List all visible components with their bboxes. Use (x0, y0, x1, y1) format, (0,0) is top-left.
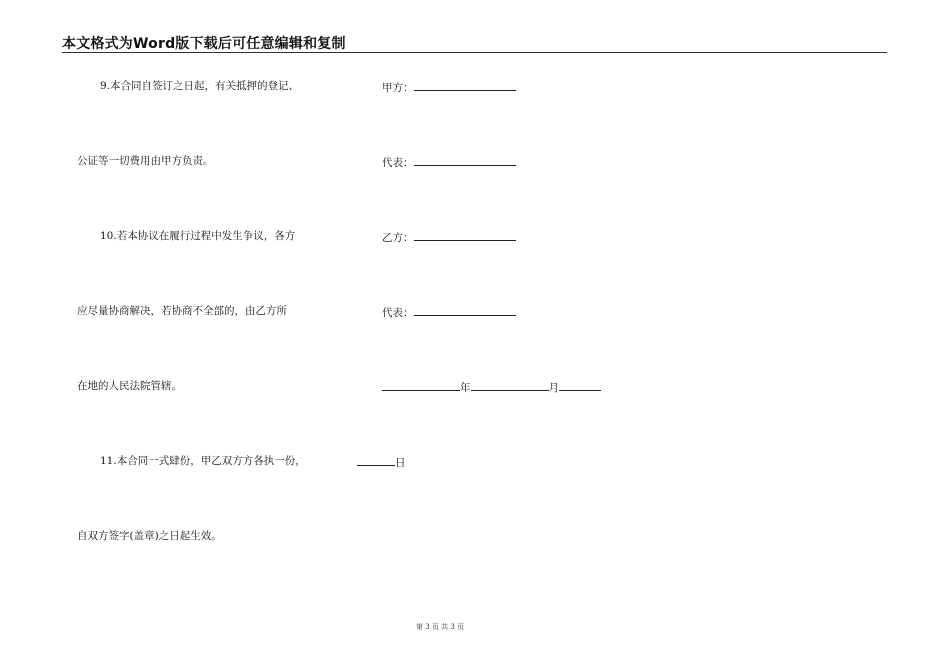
representative-field-2 (382, 304, 516, 320)
representative-blank-2 (414, 304, 516, 316)
document-header-title: 本文格式为Word版下载后可任意编辑和复制 (62, 36, 346, 52)
representative-label-2: 代表： (382, 307, 414, 319)
party-a-blank (414, 79, 516, 91)
clause-10-line-2: 应尽量协商解决，若协商不全部的，由乙方所 (77, 305, 287, 317)
header-divider (62, 52, 887, 53)
representative-blank-1 (414, 154, 516, 166)
month-blank (471, 379, 549, 391)
clause-9-line-1: 9.本合同自签订之日起，有关抵押的登记、 (100, 80, 300, 92)
page-number-footer: 第 3 页 共 3 页 (415, 623, 465, 631)
party-b-blank (414, 229, 516, 241)
year-label: 年 (460, 382, 471, 394)
clause-11-line-1: 11.本合同一式肆份，甲乙双方方各执一份， (100, 455, 306, 467)
party-b-field (382, 229, 516, 245)
day-blank-2 (357, 454, 395, 466)
representative-field-1 (382, 154, 516, 170)
party-a-label: 甲方： (382, 82, 414, 94)
year-blank (382, 379, 460, 391)
clause-9-line-2: 公证等一切费用由甲方负责。 (77, 155, 214, 167)
day-label: 日 (395, 457, 406, 469)
clause-10-line-1: 10.若本协议在履行过程中发生争议，各方 (100, 230, 296, 242)
representative-label-1: 代表： (382, 157, 414, 169)
day-blank (559, 379, 601, 391)
party-b-label: 乙方： (382, 232, 414, 244)
month-label: 月 (548, 382, 559, 394)
clause-11-line-2: 自双方签字(盖章)之日起生效。 (77, 530, 222, 542)
clause-10-line-3: 在地的人民法院管辖。 (77, 380, 182, 392)
party-a-field (382, 79, 516, 95)
date-year-month-field (382, 379, 601, 395)
date-day-field (357, 454, 406, 470)
